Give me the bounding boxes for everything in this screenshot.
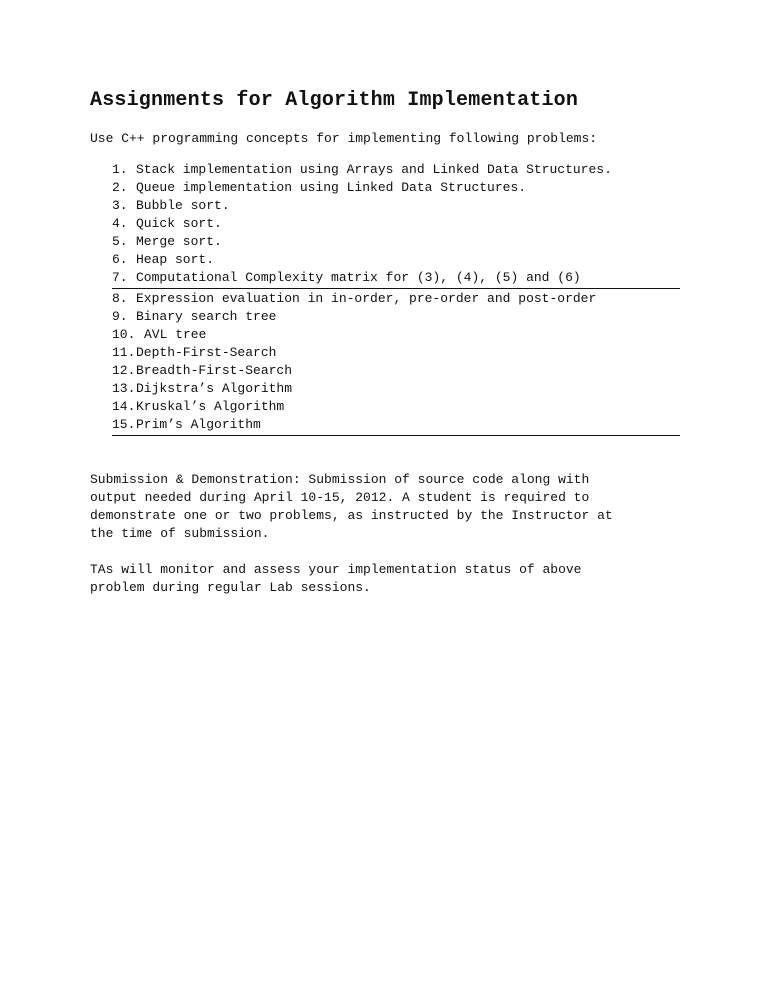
list-item xyxy=(112,380,680,398)
list-item xyxy=(112,362,680,380)
list-item xyxy=(112,344,680,362)
submission-paragraph: Submission & Demonstration: Submission of source code along with output needed during April 10-15, 2012. A student is required to demonstrate one or two problems, as instructed by the Instructor at the time of submission. xyxy=(90,472,613,541)
item-number: 14. xyxy=(112,399,136,414)
item-text: Bubble sort. xyxy=(136,198,230,213)
item-number: 6. xyxy=(112,252,128,267)
list-item xyxy=(112,161,680,179)
item-text: AVL tree xyxy=(144,327,207,342)
list-item xyxy=(112,179,680,197)
item-number: 2. xyxy=(112,180,128,195)
list-item xyxy=(112,197,680,215)
problem-list xyxy=(112,161,680,437)
item-number: 9. xyxy=(112,309,128,324)
item-number: 4. xyxy=(112,216,128,231)
item-number: 10. xyxy=(112,327,136,342)
list-item xyxy=(112,416,680,436)
list-item xyxy=(112,398,680,416)
item-text: Merge sort. xyxy=(136,234,222,249)
item-number: 1. xyxy=(112,162,128,177)
item-text: Stack implementation using Arrays and Linked Data Structures. xyxy=(136,162,612,177)
item-text: Computational Complexity matrix for (3), (4), (5) and (6) xyxy=(136,270,581,285)
item-number: 12. xyxy=(112,363,136,378)
item-number: 8. xyxy=(112,291,128,306)
list-item xyxy=(112,269,680,289)
item-text: Breadth-First-Search xyxy=(136,363,293,378)
item-text: Kruskal’s Algorithm xyxy=(136,399,285,414)
list-item xyxy=(112,308,680,326)
item-text: Quick sort. xyxy=(136,216,222,231)
list-item xyxy=(112,215,680,233)
item-text: Heap sort. xyxy=(136,252,215,267)
item-text: Prim’s Algorithm xyxy=(136,417,261,432)
list-item xyxy=(112,251,680,269)
item-text: Queue implementation using Linked Data Structures. xyxy=(136,180,527,195)
item-number: 3. xyxy=(112,198,128,213)
list-item xyxy=(112,326,680,344)
item-number: 5. xyxy=(112,234,128,249)
item-text: Binary search tree xyxy=(136,309,277,324)
item-text: Dijkstra’s Algorithm xyxy=(136,381,293,396)
item-text: Depth-First-Search xyxy=(136,345,277,360)
document-title: Assignments for Algorithm Implementation xyxy=(90,89,579,112)
list-item xyxy=(112,290,680,308)
monitor-paragraph: TAs will monitor and assess your implementation status of above problem during regular Lab sessions. xyxy=(90,562,582,595)
item-text: Expression evaluation in in-order, pre-order and post-order xyxy=(136,291,597,306)
item-number: 13. xyxy=(112,381,136,396)
item-number: 11. xyxy=(112,345,136,360)
list-item xyxy=(112,233,680,251)
item-number: 15. xyxy=(112,417,136,432)
item-number: 7. xyxy=(112,270,128,285)
intro-text: Use C++ programming concepts for implementing following problems: xyxy=(90,131,598,146)
